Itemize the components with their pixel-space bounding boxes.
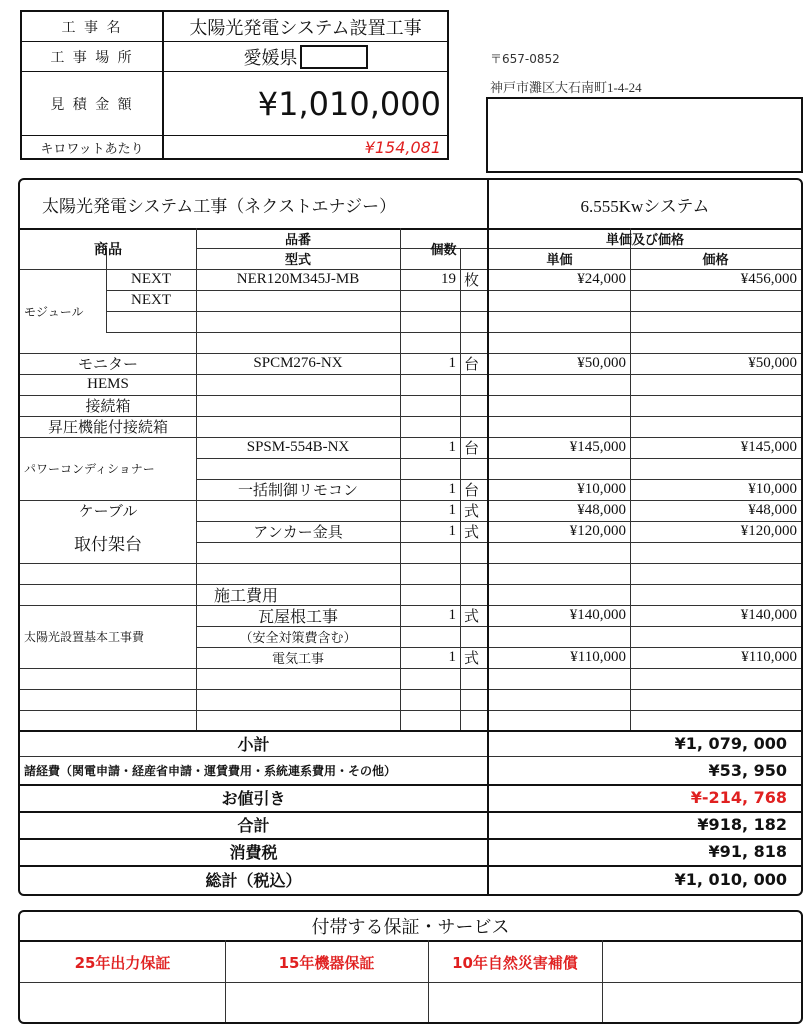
elec-unit: 式: [464, 651, 480, 667]
cat-mount: 取付架台: [74, 534, 142, 554]
estimate-label: 見 積 金 額: [22, 72, 164, 135]
cable-unit-price: ¥48,000: [577, 502, 626, 518]
discount-label: お値引き: [221, 789, 286, 808]
col-hinban: 品番: [284, 232, 311, 248]
elec-unit-price: ¥110,000: [570, 649, 626, 665]
subtotal-label: 小計: [237, 734, 270, 754]
roof-unit: 式: [464, 609, 480, 625]
cat-install: 太陽光設置基本工事費: [24, 630, 145, 644]
module-qty: 19: [441, 271, 456, 287]
pcs-qty: 1: [448, 439, 456, 455]
project-name-label: 工 事 名: [22, 12, 164, 41]
company-stamp-box: [486, 97, 803, 173]
per-kw-value: ¥154,081: [364, 137, 441, 157]
subtotal-value: ¥1, 079, 000: [674, 733, 787, 753]
col-product: 商品: [94, 241, 122, 258]
col-price-group: 単価及び価格: [605, 232, 684, 248]
cable-price: ¥48,000: [748, 502, 797, 518]
remote-price: ¥10,000: [748, 481, 797, 497]
location-row: [22, 42, 447, 72]
discount-value: ¥-214, 768: [690, 788, 787, 807]
cat-booster: 昇圧機能付接続箱: [47, 420, 168, 436]
elec-work: 電気工事: [271, 652, 324, 667]
tax-label: 消費税: [229, 843, 278, 862]
estimate-value: ¥1,010,000: [257, 84, 441, 123]
module-model: NER120M345J-MB: [236, 271, 360, 287]
pcs-model: SPSM-554B-NX: [246, 439, 350, 455]
roof-work: 瓦屋根工事: [257, 609, 338, 626]
remote-model: 一括制御リモコン: [237, 483, 358, 499]
project-name-row: [22, 12, 447, 42]
location-label: 工 事 場 所: [22, 42, 164, 71]
estimate-row: [22, 72, 447, 136]
roof-qty: 1: [448, 607, 456, 623]
estimate-header-table: [20, 10, 449, 160]
monitor-model: SPCM276-NX: [253, 355, 343, 371]
grand-total-value: ¥1, 010, 000: [674, 870, 787, 889]
redaction-box: [300, 45, 368, 69]
pcs-unit-price: ¥145,000: [569, 439, 626, 455]
guarantee-title: 付帯する保証・サービス: [311, 917, 510, 938]
location-value: [164, 42, 447, 71]
module-unit-price: ¥24,000: [577, 271, 626, 287]
construction-fee-label: 施工費用: [214, 588, 279, 605]
grand-total-label: 総計（税込）: [205, 871, 302, 890]
guarantee-item-1: 25年出力保証: [74, 953, 171, 972]
elec-qty: 1: [448, 649, 456, 665]
pcs-unit: 台: [464, 441, 480, 457]
mount-unit: 式: [464, 525, 480, 541]
brand-next-2: NEXT: [131, 292, 171, 308]
estimate-detail-table: [18, 178, 803, 896]
postal-code: 〒657-0852: [490, 52, 560, 66]
monitor-price: ¥50,000: [748, 355, 797, 371]
location-text: 愛媛県: [243, 47, 298, 69]
col-qty: 個数: [430, 243, 457, 258]
cable-qty: 1: [448, 502, 456, 518]
col-model: 型式: [284, 253, 311, 268]
monitor-qty: 1: [448, 355, 456, 371]
project-name-value: 太陽光発電システム設置工事: [189, 17, 422, 39]
company-address: 神戸市灘区大石南町1-4-24: [490, 80, 642, 95]
per-kw-label: キロワットあたり: [22, 136, 164, 158]
remote-unit: 台: [464, 483, 480, 499]
monitor-unit-price: ¥50,000: [577, 355, 626, 371]
mount-qty: 1: [448, 523, 456, 539]
mount-price: ¥120,000: [740, 523, 797, 539]
guarantee-item-2: 15年機器保証: [278, 953, 375, 972]
tax-value: ¥91, 818: [708, 842, 787, 861]
elec-price: ¥110,000: [741, 649, 797, 665]
remote-unit-price: ¥10,000: [577, 481, 626, 497]
col-unit-price: 単価: [546, 253, 573, 268]
brand-next-1: NEXT: [131, 271, 171, 287]
cat-cable: ケーブル: [78, 504, 138, 520]
system-capacity: 6.555Kwシステム: [580, 196, 710, 216]
cat-monitor: モニター: [77, 357, 138, 373]
safety-note: （安全対策費含む）: [239, 631, 357, 646]
roof-price: ¥140,000: [740, 607, 797, 623]
module-price: ¥456,000: [740, 271, 797, 287]
col-price: 価格: [702, 253, 729, 268]
total-value: ¥918, 182: [697, 815, 787, 834]
remote-qty: 1: [448, 481, 456, 497]
pcs-price: ¥145,000: [740, 439, 797, 455]
cat-hems: HEMS: [87, 376, 129, 392]
expenses-label: 諸経費（関電申請・経産省申請・運賃費用・系統連系費用・その他）: [24, 763, 397, 778]
mount-unit-price: ¥120,000: [569, 523, 626, 539]
total-label: 合計: [237, 816, 270, 835]
cable-unit: 式: [464, 504, 480, 520]
expenses-value: ¥53, 950: [708, 760, 787, 780]
module-unit: 枚: [464, 273, 480, 289]
cat-junction: 接続箱: [85, 399, 131, 415]
mount-model: アンカー金具: [253, 525, 343, 541]
guarantee-box: [18, 910, 803, 1024]
cat-pcs: パワーコンディショナー: [24, 462, 155, 476]
monitor-unit: 台: [464, 357, 480, 373]
roof-unit-price: ¥140,000: [569, 607, 626, 623]
per-kw-row: [22, 136, 447, 158]
guarantee-item-3: 10年自然災害補償: [452, 953, 578, 972]
system-title: 太陽光発電システム工事（ネクストエナジー）: [42, 196, 397, 217]
cat-module: モジュール: [24, 304, 84, 319]
